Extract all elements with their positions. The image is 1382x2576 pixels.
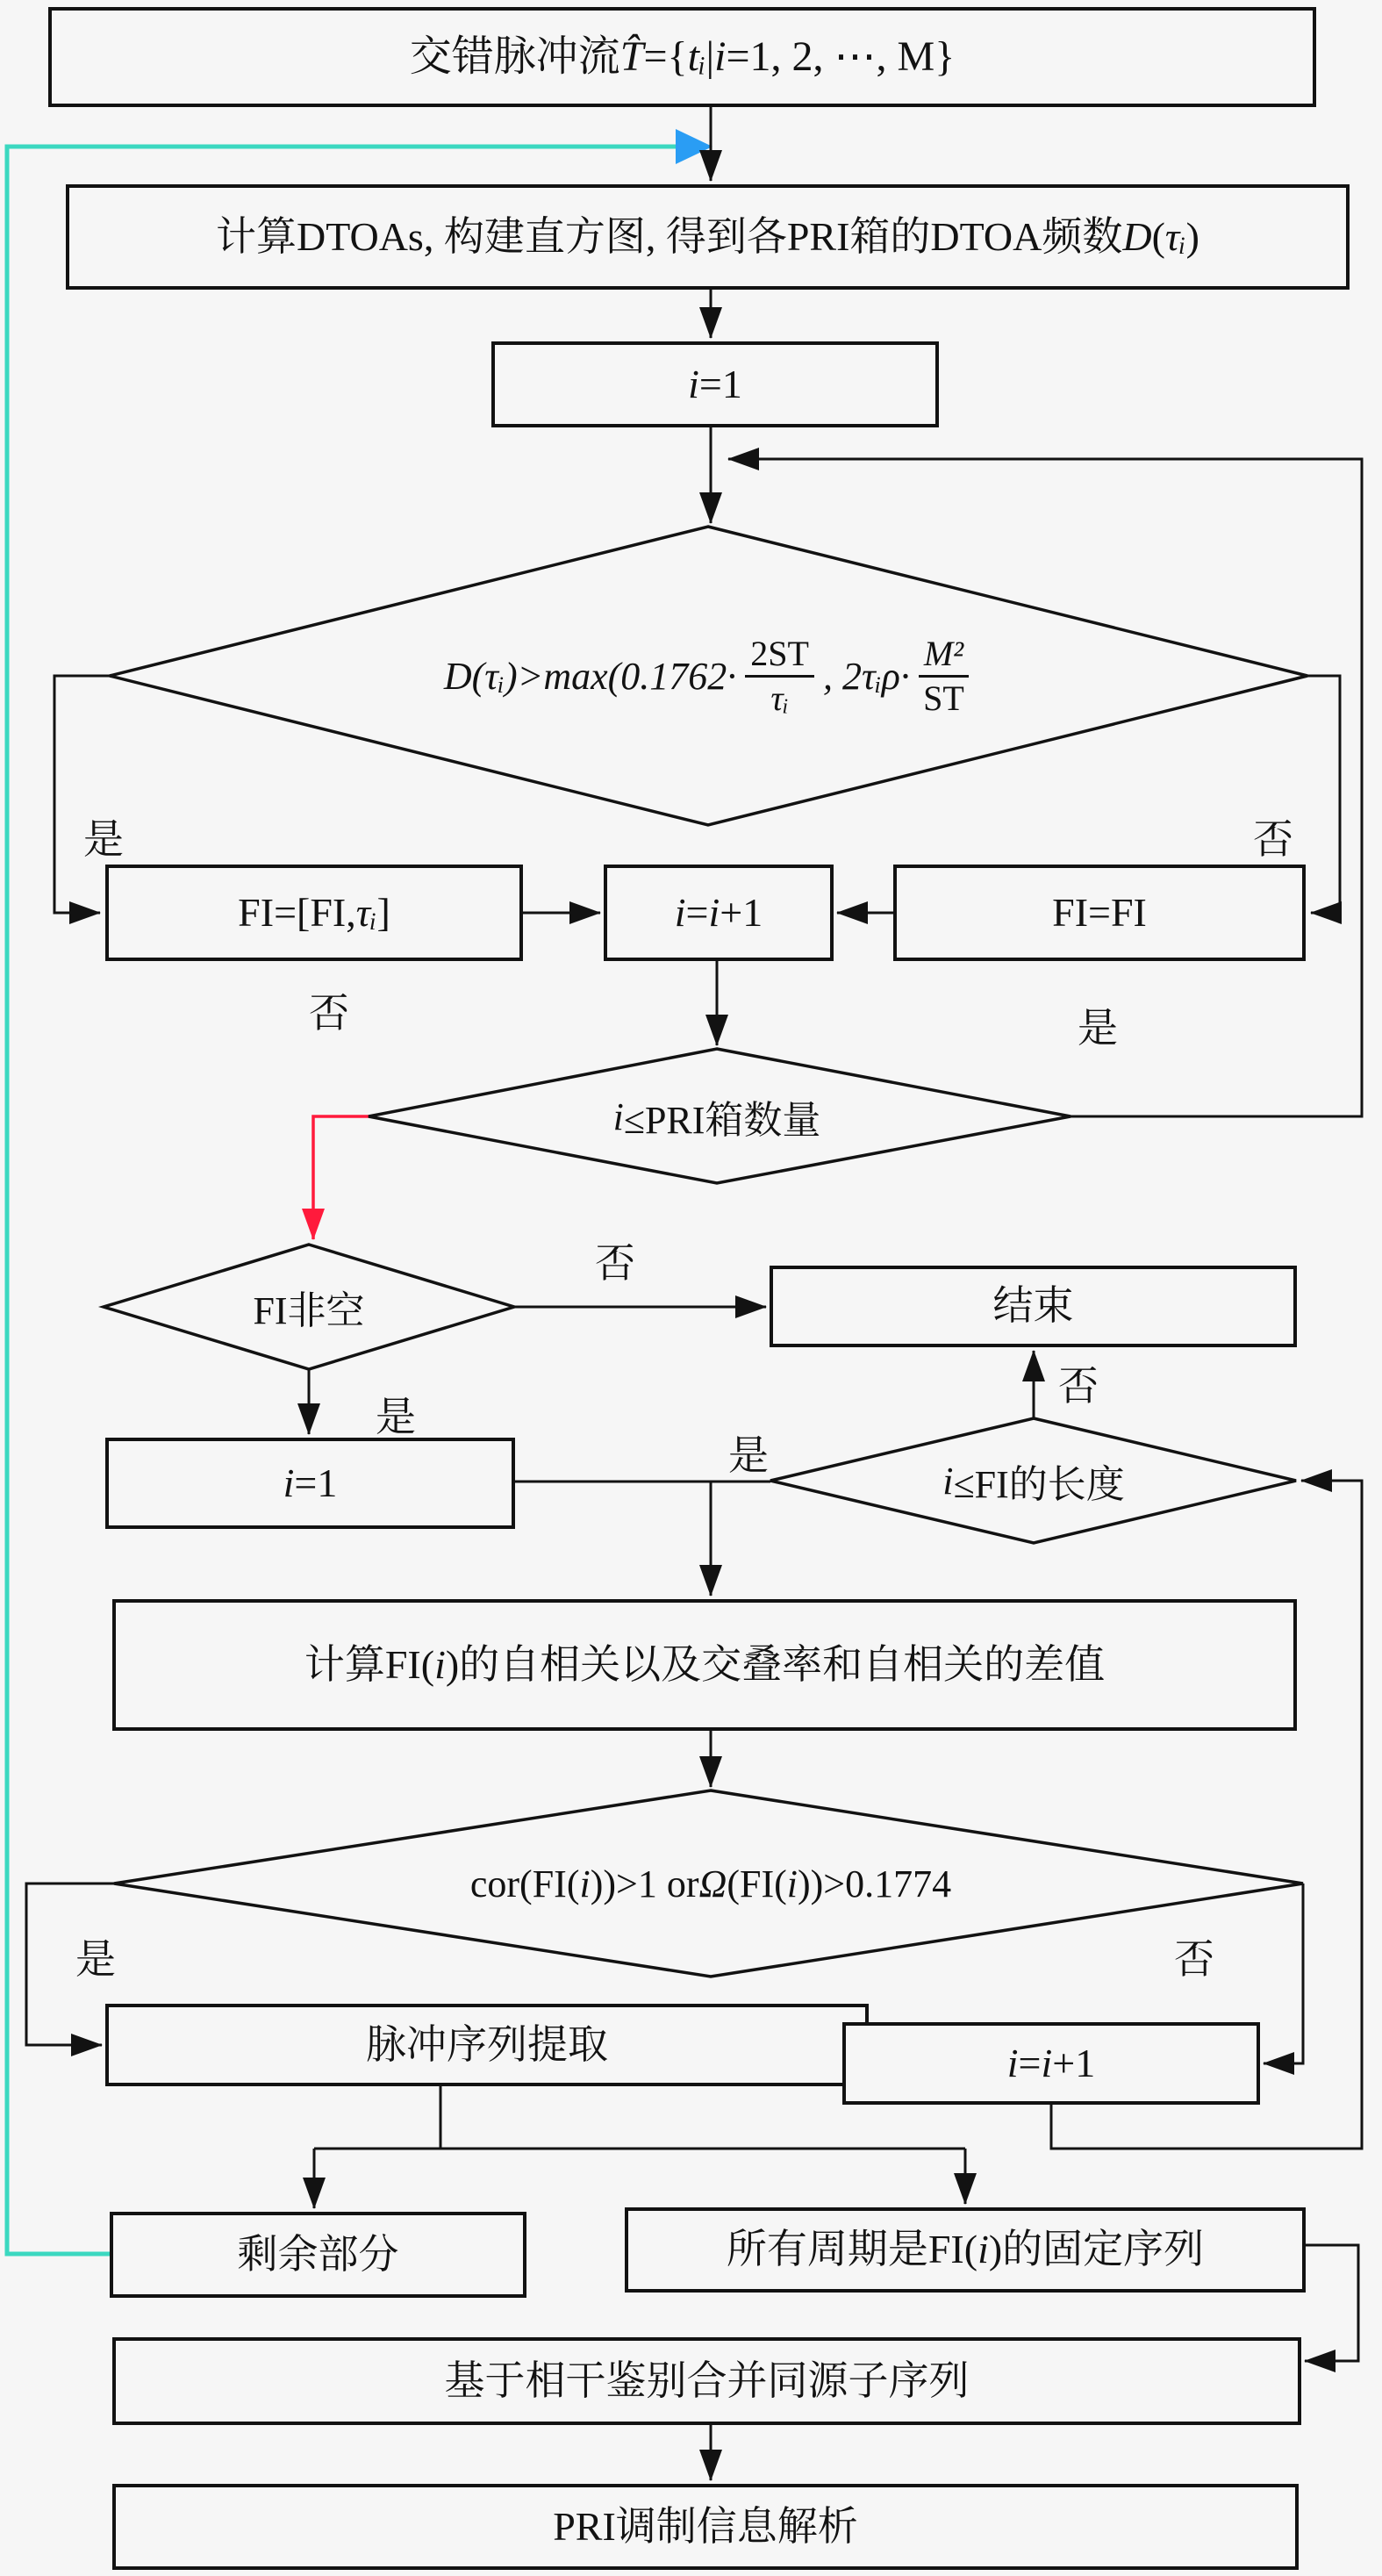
fraction-numerator: 2ST (745, 635, 814, 677)
node-start (48, 7, 1316, 107)
edge-d1-yes-to-fiappend (54, 676, 110, 913)
node-end (770, 1266, 1297, 1347)
text-segment: i (942, 1459, 954, 1503)
text-segment: ≤PRI箱数量 (623, 1099, 821, 1142)
text-segment: i (674, 889, 686, 935)
label-d5-yes: 是 (75, 1937, 116, 1982)
text-segment: i (434, 1641, 446, 1687)
text-segment: =1, 2, ⋯, M} (726, 33, 956, 81)
text-segment: i (1041, 2040, 1053, 2085)
text-segment: FI=[FI, (238, 889, 356, 935)
fraction-denominator: ST (923, 678, 964, 718)
text-segment: PRI调制信息解析 (553, 2503, 858, 2549)
text-segment: =1 (294, 1460, 338, 1505)
node-i-increment-b (842, 2022, 1260, 2105)
text-segment: τᵢ (1164, 213, 1186, 259)
text-segment: | (705, 33, 715, 81)
text-segment: +1 (1052, 2040, 1096, 2085)
text-segment: 所有周期是FI( (726, 2227, 978, 2272)
node-remainder (110, 2212, 526, 2298)
text-segment: ) (1185, 213, 1199, 259)
text-segment: i (283, 1460, 295, 1505)
diamond-threshold-label (167, 601, 1255, 750)
node-coherent-merge (112, 2337, 1301, 2425)
text-segment: Ω (698, 1862, 727, 1905)
label-d2-no: 否 (309, 991, 349, 1036)
node-pulse-extract (105, 2004, 869, 2086)
label-d2-yes: 是 (1078, 1006, 1118, 1051)
text-segment: 结束 (992, 1283, 1074, 1329)
text-segment: D(τᵢ)>max(0.1762· (443, 654, 737, 698)
diamond-pri-bin-count-label (436, 1081, 998, 1152)
label-d3-no: 否 (595, 1241, 635, 1286)
label-d1-no: 否 (1253, 817, 1293, 862)
text-segment: 基于相干鉴别合并同源子序列 (444, 2357, 970, 2403)
label-d4-yes: 是 (728, 1433, 769, 1478)
text-segment: = (1018, 2040, 1042, 2085)
fraction (745, 635, 814, 716)
node-autocorrelation (112, 1599, 1297, 1731)
text-segment: tᵢ (687, 33, 706, 81)
text-segment: ≤FI的长度 (953, 1463, 1125, 1506)
text-segment: ={ (643, 33, 688, 81)
text-segment: (FI( (727, 1862, 787, 1905)
node-fi-keep (893, 865, 1306, 961)
edge-d5-no-to-ippb (1264, 1884, 1303, 2063)
edge-d2-no-to-d3-red (313, 1116, 369, 1239)
node-i-increment-a (604, 865, 834, 961)
text-segment: ] (376, 889, 390, 935)
text-segment: i (708, 889, 720, 935)
text-segment: =1 (698, 361, 742, 406)
text-segment: , 2τᵢρ· (822, 654, 910, 698)
text-segment: FI=FI (1052, 889, 1147, 935)
feedback-loop-arrowhead-icon (676, 129, 712, 164)
label-d3-yes: 是 (376, 1395, 416, 1439)
text-segment: )的固定序列 (988, 2227, 1205, 2272)
text-segment: i (714, 33, 727, 81)
diamond-cor-omega-label (202, 1847, 1220, 1920)
text-segment: i (612, 1094, 624, 1138)
text-segment: cor(FI( (469, 1862, 580, 1905)
label-d1-yes: 是 (83, 817, 124, 862)
text-segment: +1 (720, 889, 763, 935)
text-segment: i (786, 1862, 798, 1905)
text-segment: i (579, 1862, 591, 1905)
node-dtoa-histogram (66, 184, 1350, 290)
text-segment: 交错脉冲流 (409, 33, 620, 81)
text-segment: ( (1151, 213, 1165, 259)
fraction-denominator: τᵢ (770, 678, 789, 718)
node-fixed-sequence (625, 2207, 1306, 2293)
text-segment: i (977, 2227, 989, 2272)
fraction (919, 635, 969, 716)
text-segment: τᵢ (355, 889, 377, 935)
edge-d1-no-to-fifi (1307, 676, 1340, 913)
text-segment: )的自相关以及交叠率和自相关的差值 (445, 1641, 1106, 1687)
edge-fixedseq-to-merge (1305, 2245, 1358, 2361)
text-segment: = (685, 889, 709, 935)
node-i-init-b (105, 1438, 515, 1529)
node-pri-parse (112, 2484, 1299, 2570)
text-segment: 脉冲序列提取 (366, 2021, 608, 2067)
text-segment: D (1122, 213, 1152, 259)
text-segment: T̂ (619, 33, 644, 81)
text-segment: ))>1 or (590, 1862, 699, 1905)
text-segment: FI非空 (253, 1289, 365, 1332)
node-i-init-a (491, 341, 939, 427)
fraction-numerator: M² (919, 635, 969, 677)
diamond-fi-length-label (823, 1446, 1244, 1516)
text-segment: 剩余部分 (237, 2231, 399, 2277)
label-d4-no: 否 (1058, 1364, 1099, 1409)
text-segment: 计算DTOAs, 构建直方图, 得到各PRI箱的DTOA频数 (216, 213, 1123, 259)
diamond-fi-nonempty-label (147, 1272, 471, 1342)
text-segment: i (1006, 2040, 1019, 2085)
label-d5-no: 否 (1174, 1937, 1214, 1982)
text-segment: 计算FI( (304, 1641, 435, 1687)
text-segment: i (688, 361, 699, 406)
text-segment: ))>0.1774 (798, 1862, 952, 1905)
node-fi-append (105, 865, 523, 961)
